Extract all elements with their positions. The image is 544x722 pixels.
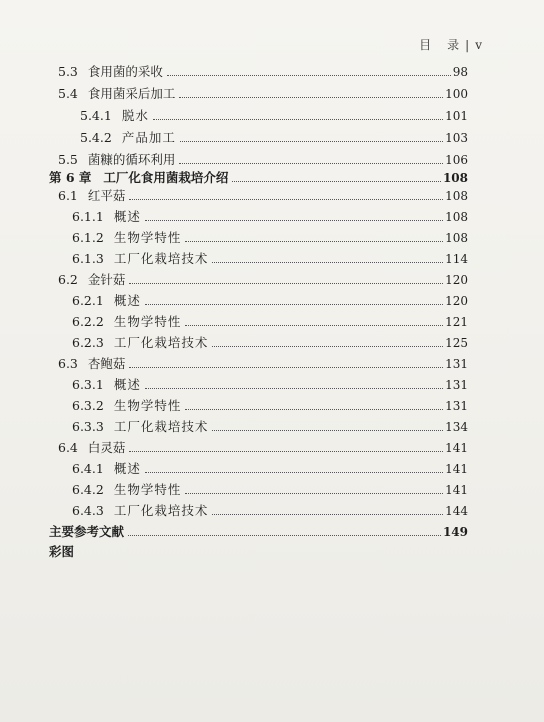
dot-leader (179, 163, 443, 164)
toc-entry (80, 106, 468, 126)
toc-entry-title: 食用菌的采收 (87, 64, 163, 79)
toc-entry-number: 6.2 (58, 272, 78, 287)
toc-entry-title: 食用菌采后加工 (87, 86, 176, 101)
toc-entry-number: 6.4.3 (72, 503, 104, 518)
dot-leader (145, 388, 443, 389)
toc-entry-title: 工厂化栽培技术 (113, 335, 209, 350)
toc-entry (72, 228, 468, 248)
toc-entry-page-number: 98 (452, 65, 468, 79)
dot-leader (167, 75, 451, 76)
toc-entry-number: 5.3 (58, 64, 78, 79)
toc-entry-number: 6.2.3 (72, 335, 104, 350)
toc-entry (72, 459, 468, 479)
toc-entry-title: 生物学特性 (113, 398, 182, 413)
toc-entry-title: 菌糠的循环利用 (87, 152, 176, 167)
toc-entry-page-number: 120 (445, 273, 468, 287)
toc-entry (72, 417, 468, 437)
dot-leader (145, 304, 443, 305)
toc-entry-number: 6.3.2 (72, 398, 104, 413)
toc-entry-number: 6.3.3 (72, 419, 104, 434)
dot-leader (153, 119, 443, 120)
toc-entry-title: 工厂化栽培技术 (113, 503, 209, 518)
toc-entry-number: 6.2.2 (72, 314, 104, 329)
toc-entry-page-number: 114 (445, 252, 468, 266)
toc-entry-title: 生物学特性 (113, 314, 182, 329)
dot-leader (185, 493, 443, 494)
toc-entry-title: 概述 (113, 377, 141, 392)
toc-entry-title: 红平菇 (87, 188, 126, 203)
toc-entry (58, 438, 468, 458)
toc-entry-title: 产品加工 (121, 130, 176, 145)
toc-entry (80, 128, 468, 148)
toc-entry-title: 生物学特性 (113, 482, 182, 497)
toc-entry-number: 6.3 (58, 356, 78, 371)
toc-entry-number: 6.1 (58, 188, 78, 203)
dot-leader (145, 472, 443, 473)
toc-entry-page-number: 103 (445, 131, 468, 145)
toc-entry (72, 291, 468, 311)
dot-leader (185, 325, 443, 326)
dot-leader (212, 346, 443, 347)
toc-entry (58, 62, 468, 82)
dot-leader (145, 220, 443, 221)
toc-entry-number: 第 6 章 (49, 170, 92, 185)
toc-entry-title: 彩图 (49, 544, 75, 559)
toc-entry-page-number: 108 (445, 189, 468, 203)
toc-entry-page-number: 106 (445, 153, 468, 167)
toc-entry-number: 5.4.1 (80, 108, 112, 123)
toc-entry-title: 概述 (113, 461, 141, 476)
toc-entry-page-number: 100 (445, 87, 468, 101)
toc-entry-number: 5.5 (58, 152, 78, 167)
toc-entry-page-number: 108 (442, 171, 468, 185)
toc-entry (72, 501, 468, 521)
dot-leader (232, 181, 441, 182)
toc-entry-title: 工厂化食用菌栽培介绍 (103, 170, 229, 185)
dot-leader (129, 283, 443, 284)
toc-entry (72, 312, 468, 332)
toc-entry-page-number: 141 (445, 441, 468, 455)
dot-leader (129, 367, 443, 368)
toc-entry-number: 6.4.2 (72, 482, 104, 497)
toc-entry (49, 542, 468, 562)
toc-entry (58, 270, 468, 290)
header-title: 目 录 (419, 38, 462, 52)
toc-entry (58, 84, 468, 104)
toc-entry-page-number: 141 (445, 483, 468, 497)
toc-entry-page-number: 121 (445, 315, 468, 329)
dot-leader (212, 262, 443, 263)
toc-entry-title: 工厂化栽培技术 (113, 419, 209, 434)
toc-entry-number: 6.3.1 (72, 377, 104, 392)
toc-entry-page-number: 125 (445, 336, 468, 350)
toc-entry-number: 6.4.1 (72, 461, 104, 476)
dot-leader (212, 514, 443, 515)
toc-entry-title: 白灵菇 (87, 440, 126, 455)
toc-entry (58, 186, 468, 206)
toc-entry-title: 概述 (113, 209, 141, 224)
toc-entry-number: 5.4.2 (80, 130, 112, 145)
toc-entry-title: 杏鲍菇 (87, 356, 126, 371)
toc-entry-title: 金针菇 (87, 272, 126, 287)
toc-entry (72, 396, 468, 416)
toc-entry-page-number: 134 (445, 420, 468, 434)
dot-leader (180, 141, 443, 142)
toc-entry-page-number: 108 (445, 231, 468, 245)
toc-entry-page-number: 101 (445, 109, 468, 123)
header-roman-page: v (475, 38, 484, 52)
dot-leader (129, 199, 443, 200)
toc-entry-number: 6.1.1 (72, 209, 104, 224)
toc-entry-number: 6.4 (58, 440, 78, 455)
toc-entry-page-number: 149 (442, 525, 468, 539)
toc-entry-number: 6.2.1 (72, 293, 104, 308)
dot-leader (179, 97, 443, 98)
dot-leader (129, 451, 443, 452)
toc-entry-title: 生物学特性 (113, 230, 182, 245)
toc-entry (58, 150, 468, 170)
toc-entry (58, 354, 468, 374)
toc-entry-title: 概述 (113, 293, 141, 308)
toc-entry-page-number: 141 (445, 462, 468, 476)
toc-entry-page-number: 120 (445, 294, 468, 308)
toc-entry-page-number: 131 (445, 357, 468, 371)
toc-entry (72, 375, 468, 395)
toc-entry-title: 主要参考文献 (49, 524, 125, 539)
toc-entry-number: 6.1.3 (72, 251, 104, 266)
toc-entry-number: 6.1.2 (72, 230, 104, 245)
toc-entry (72, 480, 468, 500)
toc-entry-page-number: 131 (445, 378, 468, 392)
toc-entry (72, 249, 468, 269)
running-header: 目 录 | v (419, 38, 484, 52)
toc-entry-page-number: 144 (445, 504, 468, 518)
toc-entry (49, 522, 468, 542)
toc-entry (72, 207, 468, 227)
dot-leader (185, 409, 443, 410)
toc-entry-title: 脱水 (121, 108, 149, 123)
toc-entry-page-number: 131 (445, 399, 468, 413)
toc-entry-title: 工厂化栽培技术 (113, 251, 209, 266)
dot-leader (185, 241, 443, 242)
toc-entry (72, 333, 468, 353)
dot-leader (212, 430, 443, 431)
toc-entry-page-number: 108 (445, 210, 468, 224)
toc-entry-number: 5.4 (58, 86, 78, 101)
dot-leader (128, 535, 441, 536)
toc-entry (49, 168, 468, 188)
